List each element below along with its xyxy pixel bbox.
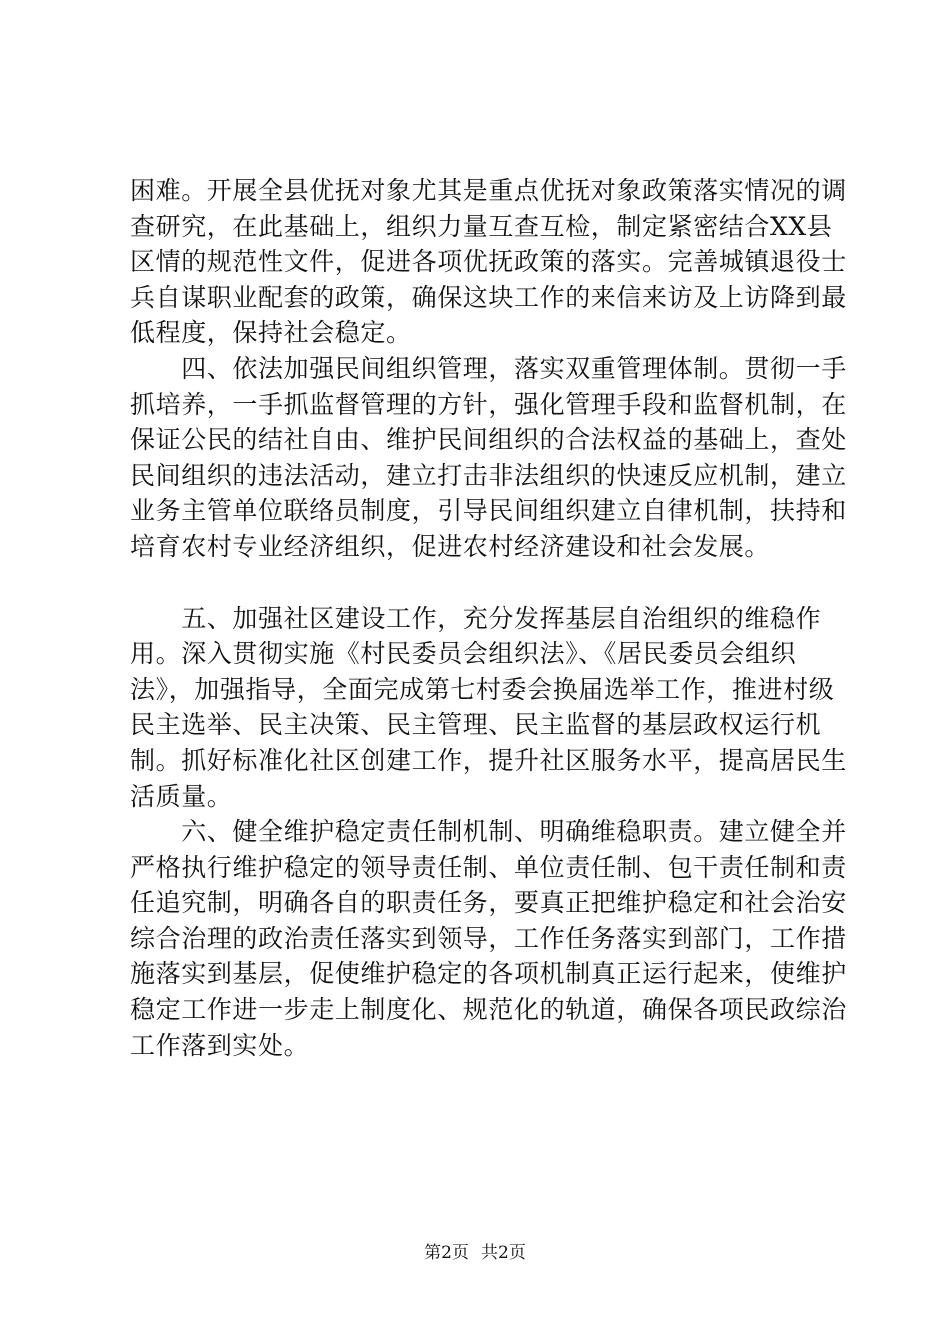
document-body bbox=[130, 173, 848, 1063]
paragraph-continuation: 困难。开展全县优抚对象尤其是重点优抚对象政策落实情况的调查研究，在此基础上，组织力量互查互检，制定紧密结合XX县区情的规范性文件，促进各项优抚政策的落实。完善城镇退役士兵自谋职业配套的政策，确保这块工作的来信来访及上访降到最低程度，保持社会稳定。 bbox=[130, 176, 847, 348]
page-number-current: 第2页 bbox=[424, 1243, 469, 1263]
paragraph-section-four: 四、依法加强民间组织管理，落实双重管理体制。贯彻一手抓培养，一手抓监督管理的方针，强化管理手段和监督机制，在保证公民的结社自由、维护民间组织的合法权益的基础上，查处民间组织的违法活动，建立打击非法组织的快速反应机制，建立业务主管单位联络员制度，引导民间组织建立自律机制，扶持和培育农村专业经济组织，促进农村经济建设和社会发展。 bbox=[130, 353, 847, 561]
paragraph-spacer bbox=[130, 565, 848, 601]
paragraph-section-five: 五、加强社区建设工作，充分发挥基层自治组织的维稳作用。深入贯彻实施《村民委员会组织法》、《居民委员会组织法》，加强指导，全面完成第七村委会换届选举工作，推进村级民主选举、民主决策、民主管理、民主监督的基层政权运行机制。抓好标准化社区创建工作，提升社区服务水平，提高居民生活质量。 bbox=[130, 603, 847, 811]
paragraph-section-six: 六、健全维护稳定责任制机制、明确维稳职责。建立健全并严格执行维护稳定的领导责任制、单位责任制、包干责任制和责任追究制，明确各自的职责任务，要真正把维护稳定和社会治安综合治理的政治责任落实到领导，工作任务落实到部门，工作措施落实到基层，促使维护稳定的各项机制真正运行起来，使维护稳定工作进一步走上制度化、规范化的轨道，确保各项民政综治工作落到实处。 bbox=[130, 817, 847, 1060]
page-number-total: 共2页 bbox=[481, 1243, 526, 1263]
page-footer bbox=[0, 1241, 950, 1265]
